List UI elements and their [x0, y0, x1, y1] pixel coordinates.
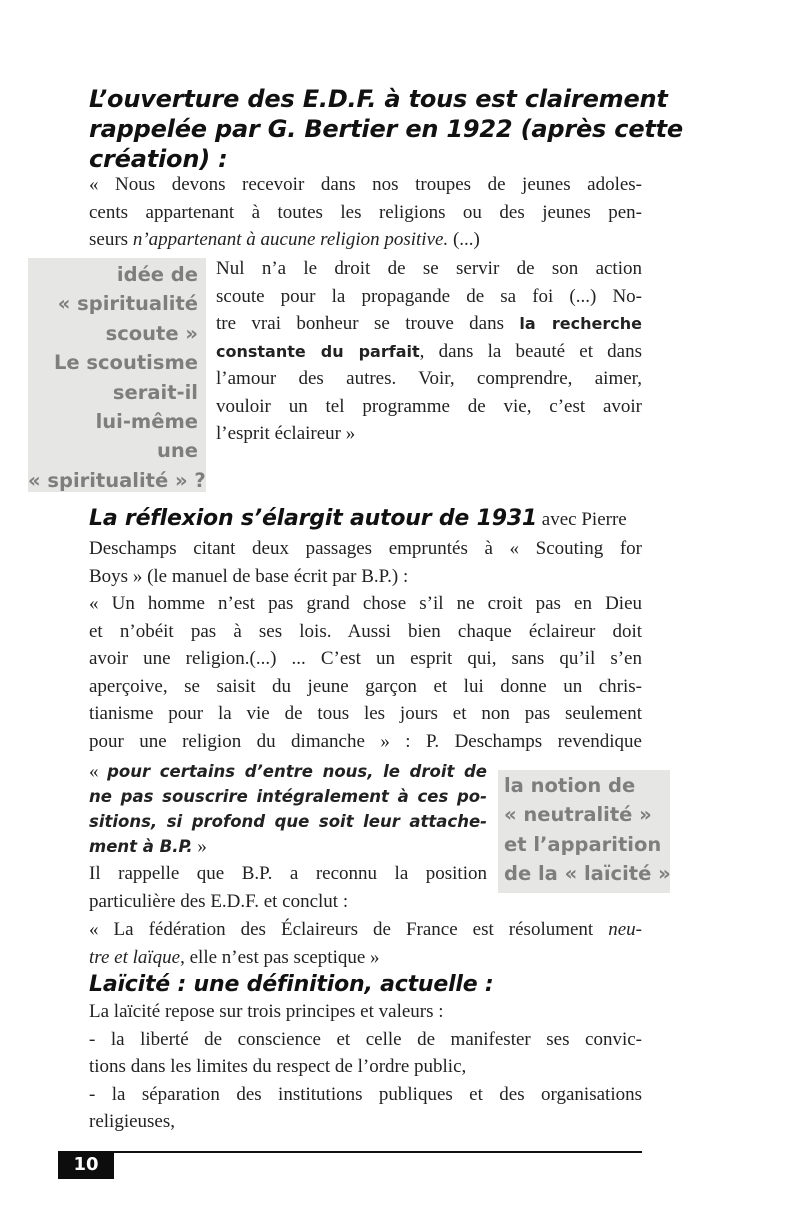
callout-line: lui-même [95, 410, 198, 434]
callout-line: la notion de [504, 774, 636, 797]
text-line: Deschamps citant deux passages empruntés à « Scouting for [89, 538, 642, 559]
text-run: (...) [448, 229, 480, 250]
footer-rule [58, 1151, 642, 1153]
text-run: , dans la beauté et dans [419, 340, 643, 362]
callout-line: Le scoutisme [53, 351, 198, 375]
text-line: Boys » (le manuel de base écrit par B.P.) : [89, 565, 409, 587]
bold-italic-line: sitions, si profond que soit leur attache- [89, 812, 487, 831]
callout-line: idée de [116, 263, 198, 286]
bold-italic-line: ne pas souscrire intégralement à ces po- [89, 787, 487, 806]
text-line: avoir une religion.(...) ... C’est un esprit qui, sans qu’il s’en [89, 648, 642, 669]
text-run: , elle n’est pas sceptique » [180, 946, 380, 968]
italic-run: neu- [608, 919, 642, 940]
text-line: particulière des E.D.F. et conclut : [89, 890, 349, 912]
text-line: « Un homme n’est pas grand chose s’il ne croit pas en Dieu [89, 593, 642, 614]
heading-line: création) : [89, 145, 228, 173]
section-heading-1 [89, 84, 684, 174]
quote-paragraph [89, 171, 642, 254]
text-line [89, 226, 642, 254]
callout-line: et l’apparition [504, 832, 662, 856]
text-line: pour une religion du dimanche » : P. Deschamps revendique [89, 730, 642, 752]
text-line: religieuses, [89, 1111, 176, 1132]
text-line: l’amour des autres. Voir, comprendre, aimer, [216, 368, 642, 389]
section-heading-3: Laïcité : une définition, actuelle : [89, 972, 494, 997]
text-line: Il rappelle que B.P. a reconnu la position [89, 863, 487, 884]
text-line: tianisme pour la vie de tous les jours et non pas seulement [89, 703, 642, 724]
text-line: tions dans les limites du respect de l’ordre public, [89, 1056, 467, 1077]
callout-line: « spiritualité » ? [28, 468, 206, 492]
text-line: La laïcité repose sur trois principes et valeurs : [89, 1001, 444, 1022]
sidebar-callout-neutrality [498, 770, 670, 893]
text-line: Nul n’a le droit de se servir de son action [216, 258, 642, 279]
recall-paragraph [89, 860, 487, 915]
text-line: « Nous devons recevoir dans nos troupes de jeunes adoles- [89, 174, 642, 195]
callout-line: « spiritualité [57, 292, 198, 316]
italic-run: tre et laïque [89, 946, 181, 968]
text-line [216, 338, 642, 366]
text-line: aperçoive, se saisit du jeune garçon et lui donne un chris- [89, 675, 642, 697]
italic-run: n’appartenant à aucune religion positive. [132, 229, 449, 250]
text-line [89, 759, 487, 784]
heading-line: L’ouverture des E.D.F. à tous est clairement [89, 85, 668, 113]
text-line: et n’obéit pas à ses lois. Aussi bien chaque éclaireur doit [89, 620, 642, 642]
text-run: tre vrai bonheur se trouve dans [216, 313, 520, 334]
text-line: scoute pour la propagande de sa foi (...) No- [216, 285, 642, 307]
text-line: vouloir un tel programme de vie, c’est avoir [216, 395, 642, 417]
bold-run: la recherche [519, 314, 642, 333]
callout-line: « neutralité » [504, 803, 652, 827]
text-line: - la séparation des institutions publiques et des organisations [89, 1083, 642, 1105]
callout-line: une [157, 439, 198, 463]
text-line: - la liberté de conscience et celle de manifester ses convic- [89, 1028, 642, 1050]
laicite-definition [89, 998, 642, 1136]
bold-run: constante du parfait [216, 341, 420, 361]
text-run: « [89, 761, 108, 782]
text-line [89, 834, 487, 859]
text-run: avec Pierre [537, 509, 627, 530]
page-number: 10 [58, 1151, 114, 1179]
text-run: « La fédération des Éclaireurs de France est résolument [89, 919, 609, 940]
bertier-paragraph [216, 255, 642, 448]
heading-line [89, 505, 642, 535]
sidebar-callout-spirituality [28, 258, 206, 492]
bold-italic-run: ment à B.P. [89, 837, 193, 856]
text-line: cents appartenant à toutes les religions ou des jeunes pen- [89, 201, 642, 223]
heading-line: rappelée par G. Bertier en 1922 (après cette [89, 115, 684, 143]
section-2 [89, 505, 642, 755]
text-line [89, 916, 642, 944]
text-run: » [192, 836, 207, 857]
conclusion-quote [89, 916, 642, 971]
callout-line: scoute » [105, 321, 198, 345]
text-line [89, 944, 642, 972]
bold-italic-run: pour certains d’entre nous, le droit de [107, 762, 487, 781]
callout-line: serait-il [112, 380, 198, 404]
text-line: l’esprit éclaireur » [216, 423, 356, 444]
section-heading-2: La réflexion s’élargit autour de 1931 [89, 506, 538, 531]
text-run: seurs [89, 229, 133, 250]
deschamps-claim [89, 759, 487, 859]
callout-line: de la « laïcité » [504, 862, 671, 886]
text-line [216, 310, 642, 338]
